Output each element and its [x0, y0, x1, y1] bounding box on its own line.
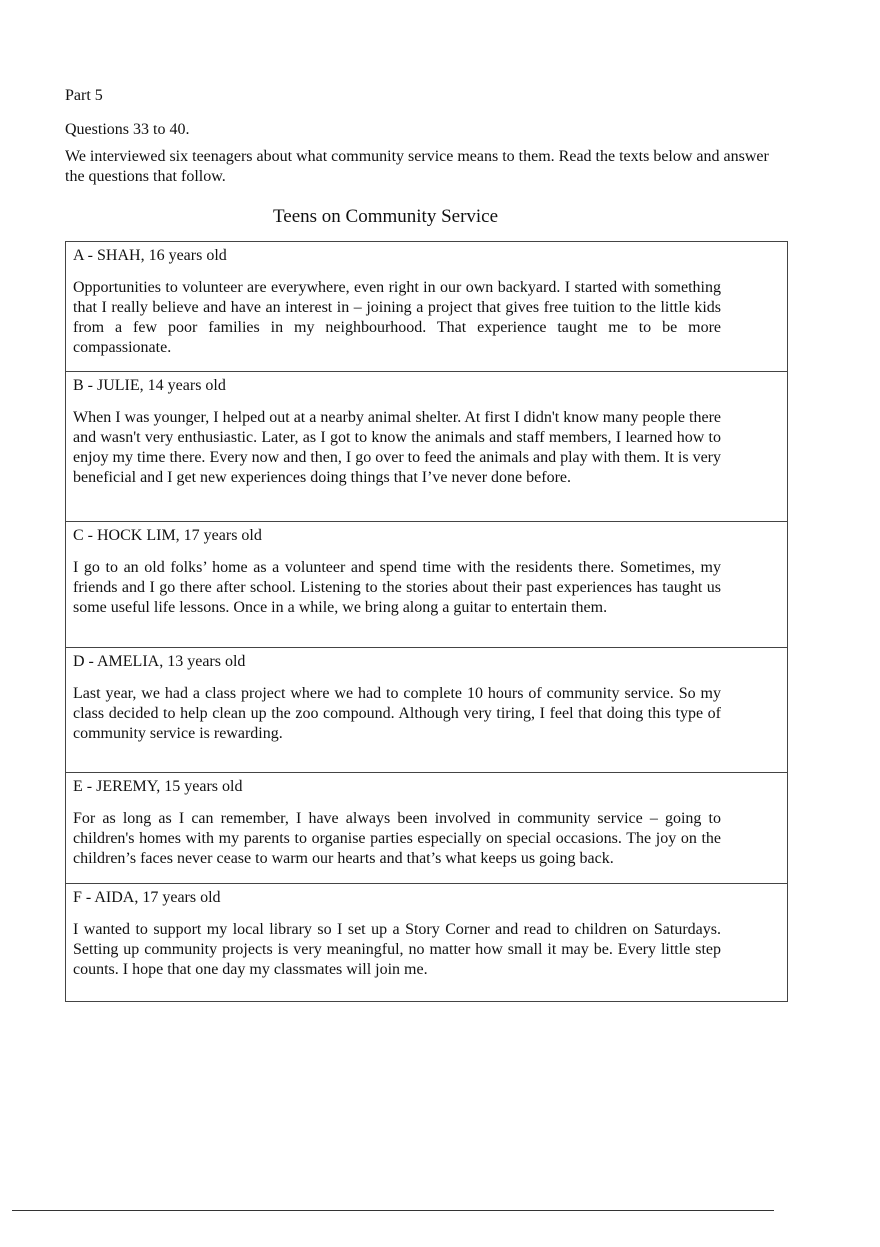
footer-divider	[12, 1210, 774, 1211]
entry-heading: B - JULIE, 14 years old	[73, 377, 226, 394]
entry-c	[66, 521, 787, 647]
entry-text: For as long as I can remember, I have always been involved in community service – going to children's homes with my parents to organise parties especially on special occasions. The joy on the children’s faces never cease to warm our hearts and that’s what keeps us going back.	[73, 810, 721, 867]
entry-text: Last year, we had a class project where we had to complete 10 hours of community service. So my class decided to help clean up the zoo compound. Although very tiring, I feel that doing this type of community service is rewarding.	[73, 685, 721, 742]
entry-heading: D - AMELIA, 13 years old	[73, 653, 246, 670]
entry-d	[66, 647, 787, 772]
entry-text: I wanted to support my local library so I set up a Story Corner and read to children on Saturdays. Setting up community projects is very meaningful, no matter how small it may be. Every little step counts. I hope that one day my classmates will join me.	[73, 921, 721, 978]
entry-text: I go to an old folks’ home as a volunteer and spend time with the residents there. Sometimes, my friends and I go there after school. Listening to the stories about their past experiences has taught us some useful life lessons. Once in a while, we bring along a guitar to entertain them.	[73, 559, 721, 616]
entry-heading: A - SHAH, 16 years old	[73, 247, 227, 264]
entry-e	[66, 772, 787, 883]
entry-text: When I was younger, I helped out at a nearby animal shelter. At first I didn't know many people there and wasn't very enthusiastic. Later, as I got to know the animals and staff members, I learned how to enjoy my time there. Every now and then, I go over to feed the animals and play with them. It is very beneficial and I get new experiences doing things that I’ve never done before.	[73, 409, 721, 486]
entry-text: Opportunities to volunteer are everywhere, even right in our own backyard. I started with something that I really believe and have an interest in – joining a project that gives free tuition to the little kids from a few poor families in my neighbourhood. That experience taught me to be more compassionate.	[73, 279, 721, 356]
part-label: Part 5	[65, 87, 103, 104]
testimonials-table	[65, 241, 788, 1002]
entry-f	[66, 883, 787, 1001]
entry-b	[66, 371, 787, 521]
questions-range: Questions 33 to 40.	[65, 121, 190, 138]
passage-title: Teens on Community Service	[273, 206, 499, 227]
entry-heading: C - HOCK LIM, 17 years old	[73, 527, 262, 544]
entry-heading: F - AIDA, 17 years old	[73, 889, 221, 906]
instructions: We interviewed six teenagers about what community service means to them. Read the texts below and answer the questions that follow.	[65, 148, 769, 185]
entry-heading: E - JEREMY, 15 years old	[73, 778, 243, 795]
entry-a	[66, 242, 787, 371]
